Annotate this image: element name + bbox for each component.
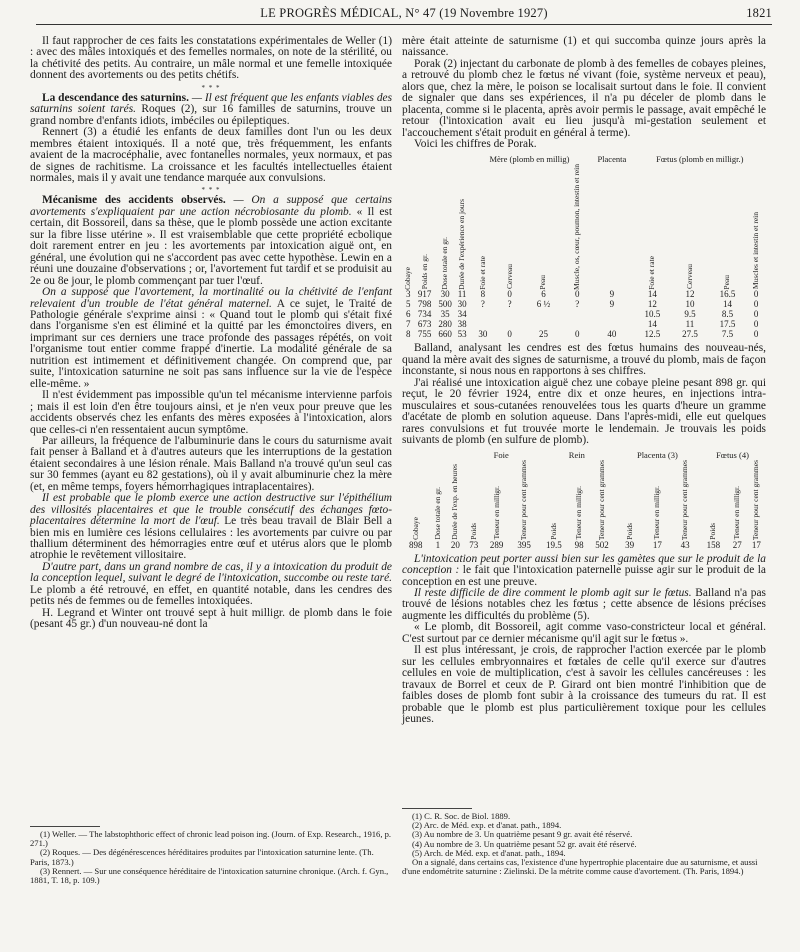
table-group-row <box>402 450 766 460</box>
table-cell: 30 <box>478 329 488 340</box>
experiment-table <box>402 450 766 550</box>
paragraph: Par ailleurs, la fréquence de l'albuminurie dans le cours du saturnisme avait fait penser à Balland et à d'autres auteurs que les interruptions de la gestation étaient secondaires à une lésion rénale. Mais Balland n'a trouvé qu'un seul cas sur 30 femmes (ayant eu 82 gestations), où il y avait albuminurie chez la mère (et, en même temps, foyers hémorrhagiques intraplacentaires). <box>30 434 392 493</box>
footnote: (2) Roques. — Des dégénérescences héréditaires produites par l'intoxication saturnine lente. (Th. Paris, 1873.) <box>30 847 374 867</box>
table-cell: 30 <box>440 289 450 300</box>
column-header: Teneur en milligr. <box>652 486 662 540</box>
footnote: (3) Rennert. — Sur une conséquence héréditaire de l'intoxication saturnine chronique. (Arch. f. Gyn., 1881, T. 18, p. 109.) <box>30 865 389 886</box>
porak-table <box>402 154 766 340</box>
table-cell: 19.5 <box>546 539 562 550</box>
table-cell <box>564 309 590 319</box>
group-header: Placenta (3) <box>636 449 678 460</box>
table-cell <box>497 309 523 319</box>
footnotes-right <box>402 808 766 876</box>
section-lead: — On a supposé que certains avortements s'expliquaient par une action nécrobiosante du plomb. <box>30 194 392 218</box>
paragraph: Rennert (3) a étudié les enfants de deux familles dont l'un ou les deux membres étaient intoxiqués. Il a noté que, très fréquemment, les enfants avaient de la macrocéphalie, avec fontanelles normales, yeux normaux, et pas de signes de rachitisme. La croissance et les facultés intellectuelles étaient normales, mais il y avait une tendance marquée aux convulsions. <box>30 126 392 184</box>
table-cell: 673 <box>417 319 432 330</box>
table-cell: 0 <box>575 329 580 340</box>
table-cell: 34 <box>457 309 467 320</box>
table-cell: 11 <box>457 289 467 300</box>
paragraph: J'ai réalisé une intoxication aiguë chez une cobaye pleine pesant 898 gr. qui reçut, le 20 février 1924, entre dix et onze heures, en injections intra-musculaires et sous-cutanées renouvelées tous les quarts d'heure un gramme d'acétate de plomb en solution aqueuse. Dans l'après-midi, elle eut quelques rares convulsions et fut trouvée morte le lendemain. Je trouvais les poids suivants de plomb (en sulfure de plomb). <box>402 376 766 447</box>
table-cell: 8 <box>480 289 486 300</box>
header-rule <box>36 24 772 25</box>
column-header: Poids <box>708 522 718 540</box>
column-header: Teneur pour cent grammes <box>519 459 528 540</box>
footnotes-left <box>30 826 392 885</box>
table-cell: 17.5 <box>719 319 736 330</box>
table-cell: 98 <box>574 539 584 550</box>
table-cell: 6 <box>405 309 411 320</box>
table-cell <box>497 319 523 329</box>
footnote: (5) Arch. de Méd. exp. et d'anat. path., 1894. <box>412 847 566 858</box>
column-header: Muscles et intestin et rein <box>751 212 761 290</box>
table-cell: 755 <box>417 329 432 340</box>
table-row <box>402 540 766 550</box>
table-row <box>402 289 766 299</box>
table-cell <box>469 319 497 329</box>
table-cell: ? <box>575 299 580 310</box>
table-cell: 11 <box>685 319 695 330</box>
table-cell: 798 <box>417 299 432 310</box>
footnote: (3) Au nombre de 3. Un quatrième pesant 9 gr. avait été réservé. <box>412 829 633 840</box>
right-column <box>402 36 766 725</box>
column-header: Durée de l'exp. en heures <box>450 463 460 540</box>
column-header: Teneur en milligr. <box>732 486 742 540</box>
section-separator: * * * <box>201 186 221 195</box>
paragraph <box>30 562 392 608</box>
footnote-rule <box>30 826 100 827</box>
table-cell: 9.5 <box>684 309 696 320</box>
column-header: Dose totale en gr. <box>439 236 449 290</box>
table-cell: 16.5 <box>719 289 736 300</box>
column-header: Peau <box>722 274 732 290</box>
column-header: Dose totale en gr. <box>432 487 442 540</box>
journal-title: LE PROGRÈS MÉDICAL, N° 47 (19 Novembre 1927) <box>260 6 548 20</box>
column-header: Cobaye <box>403 266 413 290</box>
table-cell: 0 <box>753 329 759 340</box>
table-cell: 0 <box>575 289 580 300</box>
group-header: Mère (plomb en millig) <box>489 153 570 164</box>
table-cell: A ce sujet, le Traité de Pathologie générale s'exprime ainsi : « Quand tout le plomb qui s'était fixé dans l'organisme s'en est éliminé et la quitté par les émonctoires divers, en imprimant sur ces derniers une trace profonde des passages répétés, on voit l'organisme tout entier comme frappé d'inertie. La modalité générale de sa nutrition est intimement et définitivement changée. On comprend que, par suite, l'intoxication saturnine ne soit pas sans influence sur la vie de l'espèce elle-même. » <box>30 297 392 390</box>
table-cell: 158 <box>706 539 721 550</box>
table-cell: 6 ½ <box>536 299 551 310</box>
table-cell: Le plomb a été retrouvé, en effet, en quantité notable, dans les cendres des petits nés de femmes ou de femelles intoxiquées. <box>30 583 392 608</box>
column-header: Cobaye <box>410 516 420 540</box>
table-cell: 7 <box>405 319 411 330</box>
table-row <box>402 319 766 329</box>
table-cell: 5 <box>405 299 411 310</box>
section-paragraph <box>30 93 392 127</box>
table-cell: 500 <box>438 299 452 310</box>
table-cell: On a supposé que l'avortement, la mortinalité ou la chétivité de l'enfant relevaient d'un trouble de l'état général maternel. <box>30 286 392 310</box>
group-header: Fœtus (plomb en milligr.) <box>656 153 744 164</box>
table-cell: 12 <box>685 289 695 300</box>
section-heading: La descendance des saturnins. <box>42 91 189 104</box>
group-header: Placenta <box>597 153 627 164</box>
table-cell: Le très beau travail de Blair Bell a bien mis en lumière ces lésions cellulaires : les avortements par cuivre ou par thallium déterminent des hémorragies entre œuf et utérus alors que le plomb atrophie le revêtement villositaire. <box>30 515 392 562</box>
table-cell: 289 <box>489 539 504 550</box>
table-cell <box>564 319 590 329</box>
table-cell: 38 <box>457 319 467 330</box>
table-cell: 660 <box>438 329 452 340</box>
table-cell: 0 <box>507 289 512 300</box>
footnote: (1) Weller. — The labstophthoric effect of chronic lead poison ing. (Journ. of Exp. Research., 1916, p. 271.) <box>30 829 392 849</box>
table-cell: 73 <box>469 539 479 550</box>
column-header: Cerveau <box>504 264 514 290</box>
paragraph <box>30 287 392 390</box>
column-header: Foie et rate <box>477 255 487 290</box>
table-cell: 0 <box>507 329 512 340</box>
table-cell: Balland n'a pas trouvé de lésions notables chez les fœtus ; cette absence de lésions précises augmente les difficultés du problème (5). <box>402 586 766 622</box>
page-number: 1821 <box>746 6 772 20</box>
table-cell <box>590 319 634 329</box>
footnote-rule <box>402 808 472 809</box>
paragraph <box>30 493 392 562</box>
table-cell: 8 <box>405 329 411 340</box>
section-heading: Mécanisme des accidents observés. <box>42 194 226 207</box>
paragraph: Il est plus intéressant, je crois, de rapprocher l'action exercée par le plomb sur les cellules embryonnaires et fœtales de celle qu'il exerce sur d'autres cellules en voie de multiplication, c'est à savoir les cellules cancéreuses : les travaux de Borrel et ceux de P. Girard ont bien montré l'inhibition que de faibles doses de plomb font subir à la croissance des tumeurs du rat. Il est probable que le plomb est plus particulièrement toxique pour les cellules jeunes. <box>402 644 766 725</box>
column-header: Teneur pour cent grammes <box>680 459 690 540</box>
footnote: On a signalé, dans certains cas, l'existence d'une hypertrophie placentaire due au saturnisme, et aussi d'une endométrite saturnine : Zielinski. De la métrite comme cause d'avortement. (Th. Paris, 1894.) <box>402 857 758 877</box>
table-cell: 0 <box>753 299 759 310</box>
table-cell: « Il est certain, dit Bossoreil, dans sa thèse, que le plomb possède une action excitante sur la fibre lisse utérine ». Il est vraisemblable que cette propriété ecbolique doit rarement entrer en jeu : les avortements par intoxication aiguë ont, en général, une évolution qui ne s'accordent pas avec cette hypothèse. Lewin en a réuni une douzaine d'observations ; or, l'avortement fut tardif et se produisit au 2e ou 8e jour, le plomb commençant par tuer l'œuf. <box>30 205 392 287</box>
column-header: Poids <box>468 522 478 540</box>
table-cell: 10 <box>685 299 695 310</box>
table-cell: ? <box>507 299 512 310</box>
paragraph <box>402 554 766 588</box>
paragraph: « Le plomb, dit Bossoreil, agit comme vaso-constricteur local et général. C'est surtout par ce dernier mécanisme qu'il agit sur le fœtus ». <box>402 621 766 645</box>
column-header: Peau <box>538 274 548 290</box>
table-cell: 395 <box>517 539 531 550</box>
table-cell: 53 <box>457 329 467 340</box>
table-cell: 0 <box>753 319 759 330</box>
table-cell: 20 <box>450 539 460 550</box>
table-cell: 10.5 <box>644 309 661 320</box>
footnote: (2) Arc. de Méd. exp. et d'anat. path., 1894. <box>412 820 562 831</box>
section-paragraph <box>30 195 392 287</box>
section-lead: — Il est fréquent que les enfants viables des saturnins soient tarés. <box>30 91 392 116</box>
paragraph: Porak (2) injectant du carbonate de plomb à des femelles de cobayes pleines, a retrouvé du plomb chez le fœtus né vivant (foie, système nerveux et peau), alors que, chez la mère, le poison se localisait surtout dans le foie. Il convient de signaler que dans ses expériences, il n'a pu déceler de plomb dans le placenta, comme si le placenta, après avoir permis le passage, avait empêché le retour (l'intoxication avait eu lieu jusqu'à mi-gestation seulement et l'accouchement s'était produit en général à terme). <box>402 57 766 139</box>
table-cell: 734 <box>417 309 432 320</box>
table-cell: 12.5 <box>644 329 661 340</box>
table-cell: 9 <box>609 299 615 310</box>
table-cell: 12 <box>647 299 657 310</box>
table-cell: le fait que l'intoxication paternelle puisse agir sur le produit de la conception en est une preuve. <box>402 564 766 588</box>
paragraph: Il faut rapprocher de ces faits les constatations expérimentales de Weller (1) : avec des mâles intoxiqués et des femelles normales, on note de la stérilité, ou la chétivité des petits. Au contraire, un mâle normal et une femelle intoxiquée donnent des avortements ou des petits chétifs. <box>30 35 392 82</box>
table-cell: 0 <box>753 289 759 300</box>
table-cell: 280 <box>438 319 452 330</box>
group-header: Foie <box>493 449 509 460</box>
column-header: Cerveau <box>684 264 694 290</box>
group-header: Rein <box>568 449 585 460</box>
table-cell <box>522 319 564 329</box>
table-cell: 917 <box>417 289 432 300</box>
table-cell: 7.5 <box>721 329 734 340</box>
table-cell: 39 <box>625 539 635 550</box>
table-row <box>402 299 766 309</box>
table-cell: 6 <box>541 289 546 300</box>
column-header: Muscle, os, cœur, poumon, intestin et rein <box>572 163 582 290</box>
footnote: (1) C. R. Soc. de Biol. 1889. <box>412 811 511 821</box>
table-cell: 35 <box>440 309 450 320</box>
table-row <box>402 329 766 339</box>
column-header: Teneur pour cent grammes <box>596 459 606 540</box>
paragraph: Balland, analysant les cendres est des fœtus humains des nouveau-nés, quand la mère avait des signes de saturnisme, a trouvé du plomb, mais de façon inconstante, si nous nous en rapportons à ses chiffres. <box>402 342 766 378</box>
table-group-row <box>402 154 766 164</box>
table-header-row <box>402 460 766 540</box>
table-cell: 14 <box>647 319 657 330</box>
table-cell: 17 <box>652 539 662 550</box>
section-separator: * * * <box>201 83 221 92</box>
table-cell: Roques (2), sur 16 familles de saturnins, trouve un grand nombre d'enfants idiots, imbéciles ou épileptiques. <box>30 103 392 127</box>
table-cell: 502 <box>595 539 609 550</box>
column-header: Teneur en milligr. <box>491 486 501 540</box>
footnote: (4) Au nombre de 3. Un quatrième pesant 52 gr. avait été réservé. <box>412 838 637 849</box>
column-header: Poids <box>624 522 634 540</box>
table-cell: Il reste difficile de dire comment le plomb agit sur le fœtus. <box>414 586 692 599</box>
table-cell: 43 <box>680 539 690 550</box>
table-header-row <box>402 164 766 290</box>
table-cell: 30 <box>457 299 467 310</box>
table-cell: 1 <box>435 539 441 550</box>
column-header: Durée de l'expérience en jours <box>456 198 466 290</box>
table-cell <box>590 309 634 319</box>
table-cell: ? <box>480 299 485 310</box>
left-column <box>30 36 392 631</box>
table-cell: 8.5 <box>721 309 734 320</box>
table-cell: 25 <box>538 329 548 340</box>
table-cell: 27 <box>732 539 742 550</box>
paragraph: Voici les chiffres de Porak. <box>414 138 537 151</box>
table-cell: 9 <box>609 289 615 300</box>
paragraph: mère était atteinte de saturnisme (1) et qui succomba quinze jours après la naissance. <box>402 35 766 59</box>
column-header: Poids <box>548 522 558 540</box>
group-header: Fœtus (4) <box>716 449 749 460</box>
table-cell: 40 <box>607 329 617 340</box>
table-cell: L'intoxication peut porter aussi bien sur les gamètes que sur le produit de la conception : <box>402 552 766 577</box>
column-header: Teneur pour cent grammes <box>751 459 761 540</box>
table-cell: D'autre part, dans un grand nombre de cas, il y a intoxication du produit de la conception lequel, suivant le degré de l'intoxication, succombe ou reste taré. <box>30 560 392 585</box>
table-cell: 17 <box>751 539 761 550</box>
table-cell: 27.5 <box>682 329 698 340</box>
paragraph: H. Legrand et Winter ont trouvé sept à huit milligr. de plomb dans le foie (pesant 45 gr.) d'un nouveau-né dont la <box>30 606 392 631</box>
table-cell: 0 <box>753 309 759 320</box>
running-header <box>36 6 772 24</box>
table-cell <box>469 309 497 319</box>
table-cell: 3 <box>405 289 411 300</box>
paragraph: Il n'est évidemment pas impossible qu'un tel mécanisme intervienne parfois ; mais il est loin d'en être toujours ainsi, et je n'en veux pour preuve que les accidents observés chez les enfants des mères exposées à l'intoxication, alors que celles-ci n'en ressentaient aucun symptôme. <box>30 389 392 436</box>
table-row <box>402 309 766 319</box>
table-cell: 898 <box>409 539 423 550</box>
column-header: Teneur en milligr. <box>574 486 584 540</box>
table-cell <box>522 309 564 319</box>
column-header: Poids en gr. <box>419 254 429 290</box>
table-cell: Il est probable que le plomb exerce une action destructive sur l'épithélium des villosités placentaires et que le trouble consécutif des échanges fœto-placentaires détermine la mort de l'œuf. <box>30 492 392 528</box>
column-header: Foie et rate <box>647 255 657 290</box>
table-cell: 14 <box>647 289 657 300</box>
paragraph <box>402 588 766 622</box>
table-cell: 14 <box>723 299 733 310</box>
